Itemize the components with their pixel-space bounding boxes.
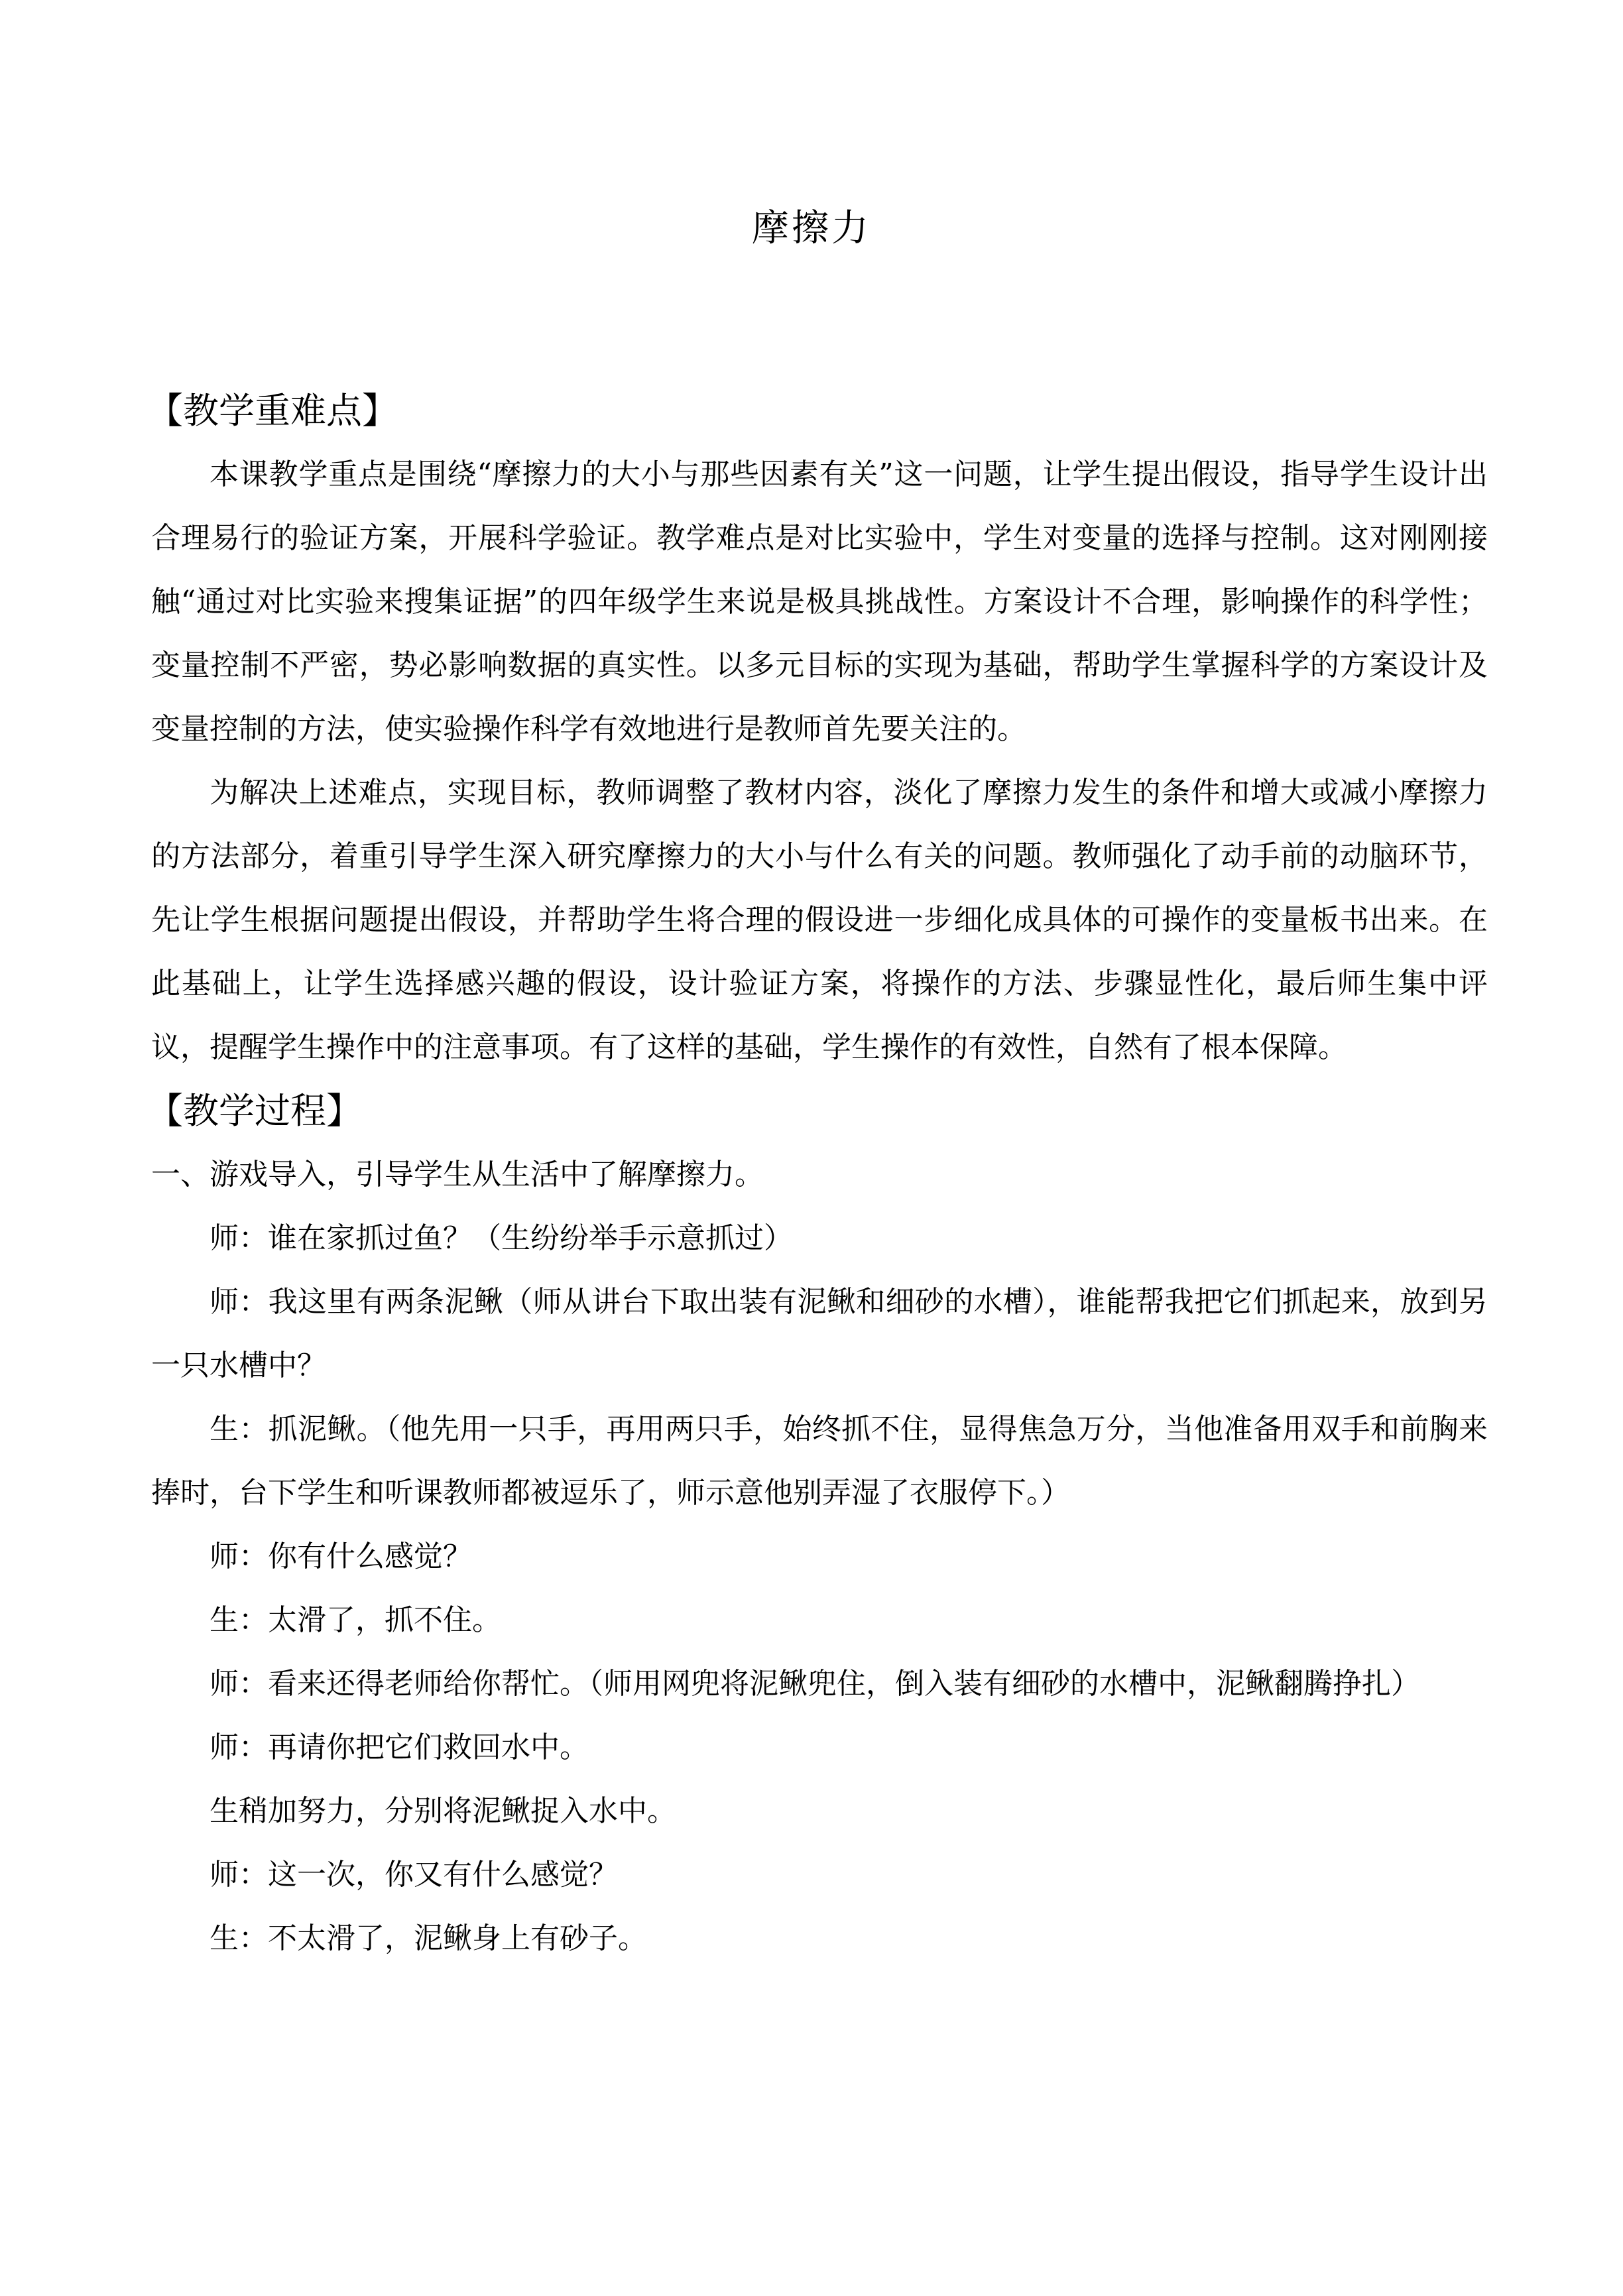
page-title: 摩擦力 [752, 207, 871, 250]
dialogue-line: 师：再请你把它们救回水中。 [210, 1730, 589, 1764]
dialogue-line: 师：谁在家抓过鱼？（生纷纷举手示意抓过） [210, 1221, 793, 1255]
dialogue-line: 生：不太滑了，泥鳅身上有砂子。 [210, 1921, 647, 1955]
dialogue-line: 师：你有什么感觉？ [210, 1540, 472, 1573]
dialogue-line: 师：看来还得老师给你帮忙。（师用网兜将泥鳅兜住，倒入装有细砂的水槽中，泥鳅翻腾挣扎） [210, 1667, 1420, 1701]
dialogue-line: 生：太滑了，抓不住。 [210, 1603, 501, 1637]
step-heading: 一、游戏导入，引导学生从生活中了解摩擦力。 [151, 1158, 764, 1191]
dialogue-line: 师：这一次，你又有什么感觉？ [210, 1858, 618, 1892]
section-heading-process: 【教学过程】 [147, 1090, 362, 1132]
dialogue-line: 生：抓泥鳅。（他先用一只手，再用两只手，始终抓不住，显得焦急万分，当他准备用双手和前胸来捧时，台下学生和听课教师都被逗乐了，师示意他别弄湿了衣服停下。） [151, 1412, 1488, 1510]
dialogue-line: 生稍加努力，分别将泥鳅捉入水中。 [210, 1794, 676, 1828]
dialogue-line: 师：我这里有两条泥鳅（师从讲台下取出装有泥鳅和细砂的水槽），谁能帮我把它们抓起来，放到另一只水槽中？ [151, 1285, 1488, 1382]
section-heading-key-points: 【教学重难点】 [147, 390, 398, 432]
paragraph-solution: 为解决上述难点，实现目标，教师调整了教材内容，淡化了摩擦力发生的条件和增大或减小摩擦力的方法部分，着重引导学生深入研究摩擦力的大小与什么有关的问题。教师强化了动手前的动脑环节，先让学生根据问题提出假设，并帮助学生将合理的假设进一步细化成具体的可操作的变量板书出来。在此基础上，让学生选择感兴趣的假设，设计验证方案，将操作的方法、步骤显性化，最后师生集中评议，提醒学生操作中的注意事项。有了这样的基础，学生操作的有效性，自然有了根本保障。 [151, 776, 1488, 1064]
paragraph-key-points: 本课教学重点是围绕“摩擦力的大小与那些因素有关”这一问题，让学生提出假设，指导学生设计出合理易行的验证方案，开展科学验证。教学难点是对比实验中，学生对变量的选择与控制。这对刚刚接触“通过对比实验来搜集证据”的四年级学生来说是极具挑战性。方案设计不合理，影响操作的科学性；变量控制不严密，势必影响数据的真实性。以多元目标的实现为基础，帮助学生掌握科学的方案设计及变量控制的方法，使实验操作科学有效地进行是教师首先要关注的。 [151, 457, 1488, 746]
document-body [147, 379, 1488, 1970]
